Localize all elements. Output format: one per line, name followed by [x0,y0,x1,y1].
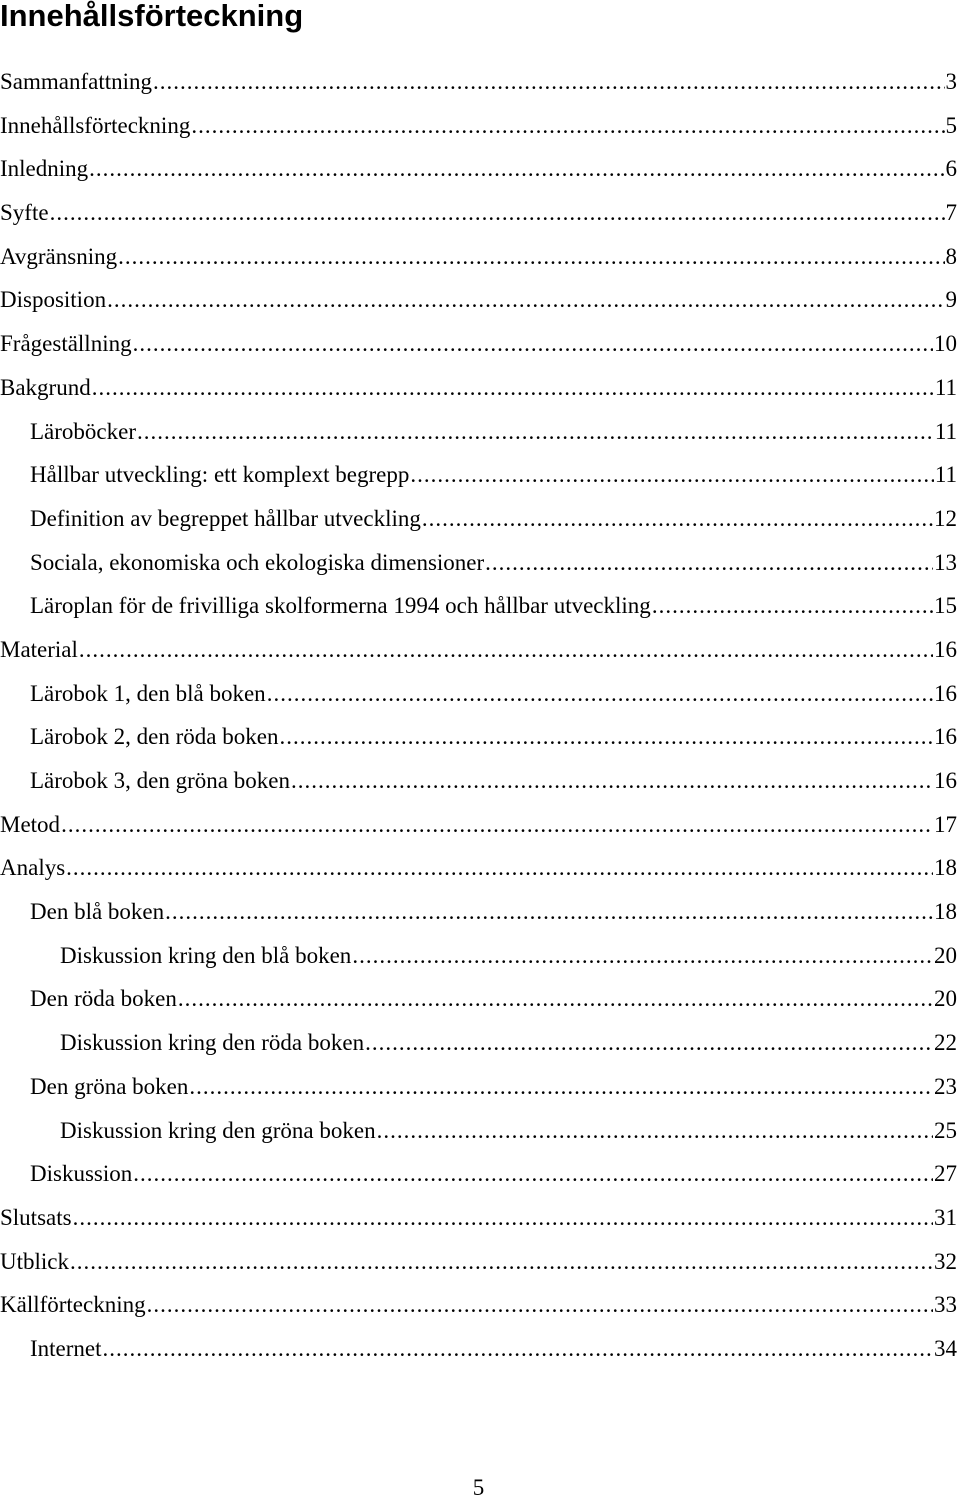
toc-entry[interactable] [0,846,957,890]
toc-entry-title: Metod [0,811,61,837]
toc-entry[interactable] [0,366,957,410]
toc-entry[interactable] [0,191,957,235]
toc-entry[interactable] [0,1109,957,1153]
toc-entry-title: Sociala, ekonomiska och ekologiska dimensioner [30,549,485,575]
toc-entry[interactable] [0,759,957,803]
toc-entry[interactable] [0,1152,957,1196]
toc-dot-leader [365,1021,933,1065]
toc-entry-title: Diskussion [30,1161,133,1187]
toc-dot-leader [133,1152,933,1196]
toc-entry-title: Innehållsförteckning [0,112,191,138]
toc-entry-title: Diskussion kring den gröna boken [60,1117,376,1143]
toc-dot-leader [133,322,933,366]
toc-entry-page: 8 [945,243,957,269]
toc-entry-title: Analys [0,855,66,881]
toc-entry[interactable] [0,104,957,148]
toc-entry-page: 5 [945,112,957,138]
toc-entry-title: Den blå boken [30,899,165,925]
toc-entry-page: 18 [934,899,957,925]
toc-dot-leader [352,934,933,978]
toc-dot-leader [147,1283,933,1327]
toc-entry-title: Läroböcker [30,418,136,444]
toc-entry-page: 34 [934,1335,957,1361]
toc-entry-page: 13 [934,549,957,575]
toc-entry-page: 3 [945,69,957,94]
toc-entry-title: Lärobok 3, den gröna boken [30,768,290,793]
toc-entry-page: 22 [934,1030,957,1056]
toc-entry-page: 16 [934,768,957,793]
toc-entry-title: Hållbar utveckling: ett komplext begrepp [30,462,410,488]
toc-entry[interactable] [0,278,957,322]
toc-dot-leader [107,278,944,322]
toc-entry-page: 6 [945,156,957,182]
toc-entry-title: Material [0,636,78,662]
toc-dot-leader [61,803,933,847]
toc-entry[interactable] [0,1065,957,1109]
toc-entry-title: Diskussion kring den röda boken [60,1030,365,1056]
toc-entry-page: 31 [934,1204,957,1230]
toc-dot-leader [153,60,944,104]
toc-entry-title: Slutsats [0,1204,72,1230]
toc-entry[interactable] [0,147,957,191]
toc-dot-leader [50,191,945,235]
toc-dot-leader [137,410,934,454]
toc-entry-title: Definition av begreppet hållbar utveckling [30,505,421,531]
toc-entry[interactable] [0,584,957,628]
page-title: Innehållsförteckning [0,0,304,33]
toc-dot-leader [189,1065,933,1109]
toc-entry[interactable] [0,1196,957,1240]
toc-dot-leader [178,977,933,1021]
toc-entry-page: 15 [934,593,957,619]
toc-dot-leader [79,628,933,672]
toc-entry-title: Frågeställning [0,331,132,357]
toc-entry-page: 25 [934,1117,957,1143]
toc-entry-page: 16 [934,680,957,706]
toc-entry-title: Läroplan för de frivilliga skolformerna 1994 och hållbar utveckling [30,593,651,619]
toc-entry-page: 12 [934,505,957,531]
toc-entry-page: 16 [934,636,957,662]
toc-dot-leader [165,890,933,934]
toc-entry[interactable] [0,977,957,1021]
toc-entry-title: Internet [30,1335,102,1361]
toc-dot-leader [652,584,933,628]
toc-entry[interactable] [0,890,957,934]
toc-entry-title: Inledning [0,156,89,182]
toc-dot-leader [410,453,933,497]
toc-entry[interactable] [0,715,957,759]
toc-entry-page: 17 [934,811,957,837]
toc-dot-leader [70,1240,933,1284]
toc-dot-leader [422,497,933,541]
toc-entry-title: Disposition [0,287,107,313]
toc-entry-page: 11 [934,418,957,444]
toc-entry[interactable] [0,628,957,672]
toc-entry-title: Källförteckning [0,1292,146,1318]
toc-dot-leader [191,104,944,148]
toc-entry-page: 23 [934,1073,957,1099]
toc-entry-title: Avgränsning [0,243,118,269]
page-number: 5 [472,1475,485,1500]
toc-entry-title: Syfte [0,200,49,226]
toc-entry-page: 10 [934,331,957,357]
toc-dot-leader [377,1109,933,1153]
toc-entry[interactable] [0,934,957,978]
toc-entry-page: 27 [934,1161,957,1187]
toc-entry[interactable] [0,1021,957,1065]
toc-entry-title: Diskussion kring den blå boken [60,942,352,968]
toc-dot-leader [92,366,934,410]
toc-dot-leader [279,715,933,759]
toc-entry-page: 11 [934,374,957,400]
toc-dot-leader [291,759,933,803]
toc-entry-title: Sammanfattning [0,69,153,94]
toc-entry-page: 7 [945,200,957,226]
toc-dot-leader [73,1196,933,1240]
toc-entry[interactable] [0,1240,957,1284]
toc-entry[interactable] [0,1283,957,1327]
toc-entry-page: 20 [934,986,957,1012]
toc-entry-title: Den röda boken [30,986,177,1012]
toc-entry[interactable] [0,672,957,716]
toc-entry[interactable] [0,803,957,847]
toc-entry-title: Utblick [0,1248,69,1274]
toc-entry[interactable] [0,410,957,454]
toc-entry-page: 9 [945,287,957,313]
toc-entry[interactable] [0,497,957,541]
toc-entry-page: 32 [934,1248,957,1274]
toc-dot-leader [118,235,944,279]
toc-dot-leader [485,541,933,585]
toc-dot-leader [103,1327,933,1371]
toc-entry-page: 33 [934,1292,957,1318]
toc-entry-page: 20 [934,942,957,968]
table-of-contents [0,60,957,1371]
toc-entry[interactable] [0,322,957,366]
toc-entry-page: 18 [934,855,957,881]
toc-entry[interactable] [0,1327,957,1371]
toc-dot-leader [267,672,933,716]
toc-entry[interactable] [0,453,957,497]
toc-entry-page: 16 [934,724,957,750]
toc-dot-leader [66,846,933,890]
toc-entry-title: Bakgrund [0,374,91,400]
toc-entry-title: Den gröna boken [30,1073,189,1099]
toc-dot-leader [89,147,944,191]
toc-entry[interactable] [0,235,957,279]
toc-entry[interactable] [0,60,957,104]
toc-entry-page: 11 [934,462,957,488]
toc-entry[interactable] [0,541,957,585]
toc-entry-title: Lärobok 1, den blå boken [30,680,266,706]
toc-entry-title: Lärobok 2, den röda boken [30,724,279,750]
